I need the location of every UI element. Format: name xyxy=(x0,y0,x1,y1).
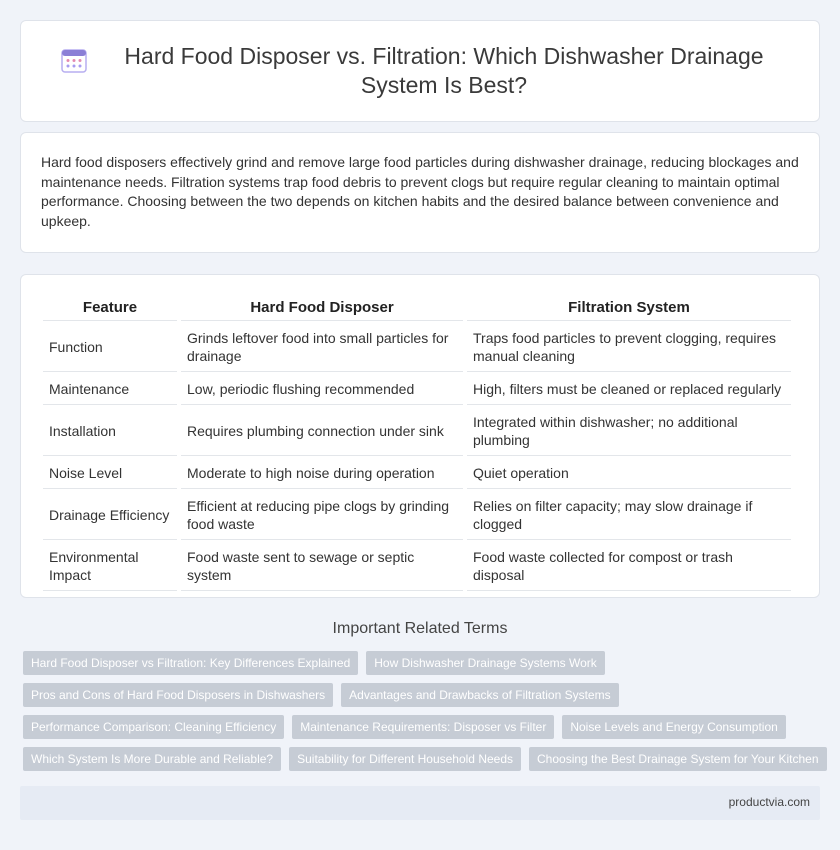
calendar-grid-icon xyxy=(60,46,88,74)
table-cell: Moderate to high noise during operation xyxy=(181,458,463,489)
related-tag[interactable]: Maintenance Requirements: Disposer vs Filter xyxy=(292,715,554,739)
footer-site[interactable]: productvia.com xyxy=(728,795,810,809)
table-cell: Function xyxy=(43,323,177,372)
table-row xyxy=(43,407,791,456)
table-cell: Noise Level xyxy=(43,458,177,489)
related-tag[interactable]: Noise Levels and Energy Consumption xyxy=(562,715,785,739)
table-cell: Relies on filter capacity; may slow drainage if clogged xyxy=(467,491,791,540)
tag-row xyxy=(23,715,823,739)
table-cell: Traps food particles to prevent clogging, requires manual cleaning xyxy=(467,323,791,372)
table-row xyxy=(43,491,791,540)
table-cell: Integrated within dishwasher; no additional plumbing xyxy=(467,407,791,456)
table-cell: Installation xyxy=(43,407,177,456)
table-cell: Grinds leftover food into small particles for drainage xyxy=(181,323,463,372)
page-title: Hard Food Disposer vs. Filtration: Which Dishwasher Drainage System Is Best? xyxy=(124,43,764,98)
related-tags xyxy=(23,651,823,779)
tag-row xyxy=(23,683,823,707)
column-header: Filtration System xyxy=(467,295,791,321)
column-header: Hard Food Disposer xyxy=(181,295,463,321)
table-cell: Requires plumbing connection under sink xyxy=(181,407,463,456)
table-row xyxy=(43,323,791,372)
tag-row xyxy=(23,747,823,771)
related-tag[interactable]: Pros and Cons of Hard Food Disposers in Dishwashers xyxy=(23,683,333,707)
table-cell: Food waste collected for compost or trash disposal xyxy=(467,542,791,591)
title-wrap xyxy=(60,42,780,100)
intro-card xyxy=(20,132,820,253)
table-cell: Efficient at reducing pipe clogs by grinding food waste xyxy=(181,491,463,540)
related-tag[interactable]: Performance Comparison: Cleaning Efficiency xyxy=(23,715,284,739)
table-cell: Low, periodic flushing recommended xyxy=(181,374,463,405)
comparison-table xyxy=(39,293,795,593)
related-tag[interactable]: Hard Food Disposer vs Filtration: Key Differences Explained xyxy=(23,651,358,675)
table-cell: Quiet operation xyxy=(467,458,791,489)
footer xyxy=(20,786,820,820)
related-terms-heading: Important Related Terms xyxy=(332,620,508,637)
table-cell: High, filters must be cleaned or replaced regularly xyxy=(467,374,791,405)
table-row xyxy=(43,542,791,591)
table-cell: Environmental Impact xyxy=(43,542,177,591)
related-tag[interactable]: Which System Is More Durable and Reliable? xyxy=(23,747,281,771)
table-row xyxy=(43,458,791,489)
title-card xyxy=(20,20,820,122)
table-header-row xyxy=(43,295,791,321)
tag-row xyxy=(23,651,823,675)
table-cell: Food waste sent to sewage or septic system xyxy=(181,542,463,591)
table-cell: Drainage Efficiency xyxy=(43,491,177,540)
intro-paragraph: Hard food disposers effectively grind and remove large food particles during dishwasher drainage, reducing blockages and maintenance needs. Filtration systems trap food debris to prevent clogs but require regular cleaning to maintain optimal performance. Choosing between the two depends on kitchen habits and the desired balance between convenience and upkeep. xyxy=(41,154,799,229)
table-cell: Maintenance xyxy=(43,374,177,405)
related-tag[interactable]: Choosing the Best Drainage System for Your Kitchen xyxy=(529,747,827,771)
column-header: Feature xyxy=(43,295,177,321)
related-tag[interactable]: Suitability for Different Household Needs xyxy=(289,747,521,771)
related-tag[interactable]: How Dishwasher Drainage Systems Work xyxy=(366,651,605,675)
comparison-card xyxy=(20,274,820,598)
related-tag[interactable]: Advantages and Drawbacks of Filtration Systems xyxy=(341,683,618,707)
table-row xyxy=(43,374,791,405)
